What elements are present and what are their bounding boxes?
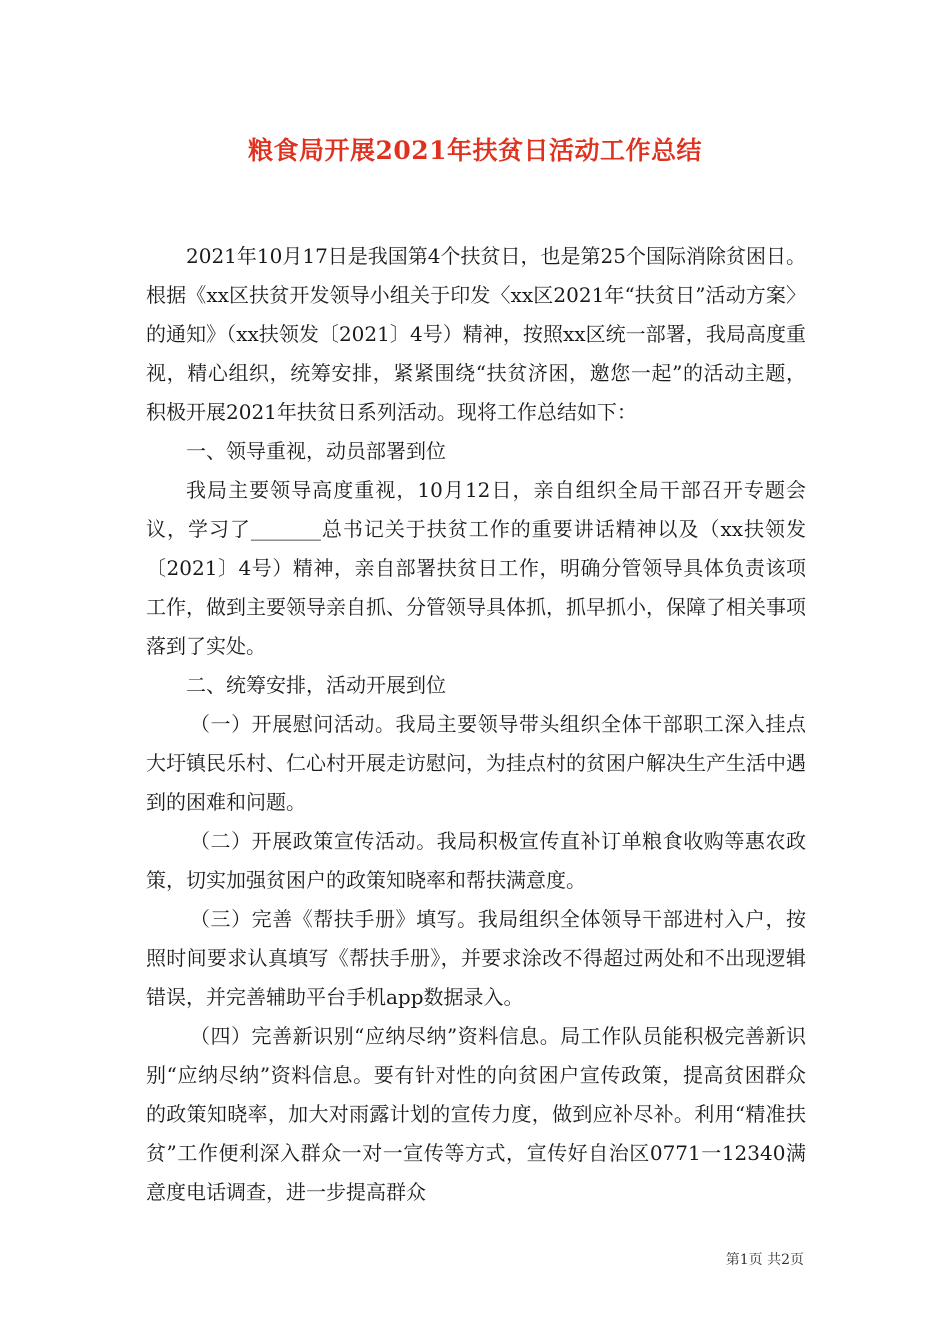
document-title: 粮食局开展2021年扶贫日活动工作总结 <box>247 136 703 165</box>
paragraph-section-1: 我局主要领导高度重视，10月12日，亲自组织全局干部召开专题会议，学习了_______总书记关于扶贫工作的重要讲话精神以及（xx扶领发〔2021〕4号）精神，亲自部署扶贫日工作，明确分管领导具体负责该项工作，做到主要领导亲自抓、分管领导具体抓，抓早抓小，保障了相关事项落到了实处。 <box>146 478 806 658</box>
paragraph-item-1: （一）开展慰问活动。我局主要领导带头组织全体干部职工深入挂点大圩镇民乐村、仁心村开展走访慰问，为挂点村的贫困户解决生产生活中遇到的困难和问题。 <box>146 712 806 814</box>
paragraph-item-4: （四）完善新识别“应纳尽纳”资料信息。局工作队员能积极完善新识别“应纳尽纳”资料信息。要有针对性的向贫困户宣传政策，提高贫困群众的政策知晓率，加大对雨露计划的宣传力度，做到应补尽补。利用“精准扶贫”工作便利深入群众一对一宣传等方式，宣传好自治区0771一12340满意度电话调查，进一步提高群众 <box>146 1024 806 1204</box>
section-heading-2: 二、统筹安排，活动开展到位 <box>186 673 446 697</box>
page-number: 第1页 共2页 <box>725 1252 804 1268</box>
paragraph-intro: 2021年10月17日是我国第4个扶贫日，也是第25个国际消除贫困日。根据《xx区扶贫开发领导小组关于印发〈xx区2021年“扶贫日”活动方案〉的通知》（xx扶领发〔2021〕4号）精神，按照xx区统一部署，我局高度重视，精心组织，统筹安排，紧紧围绕“扶贫济困，邀您一起”的活动主题，积极开展2021年扶贫日系列活动。现将工作总结如下： <box>146 244 806 424</box>
section-heading-1: 一、领导重视，动员部署到位 <box>186 439 446 463</box>
document-body <box>146 237 806 1212</box>
paragraph-item-2: （二）开展政策宣传活动。我局积极宣传直补订单粮食收购等惠农政策，切实加强贫困户的政策知晓率和帮扶满意度。 <box>146 829 806 892</box>
paragraph-item-3: （三）完善《帮扶手册》填写。我局组织全体领导干部进村入户，按照时间要求认真填写《帮扶手册》，并要求涂改不得超过两处和不出现逻辑错误，并完善辅助平台手机app数据录入。 <box>146 907 806 1009</box>
